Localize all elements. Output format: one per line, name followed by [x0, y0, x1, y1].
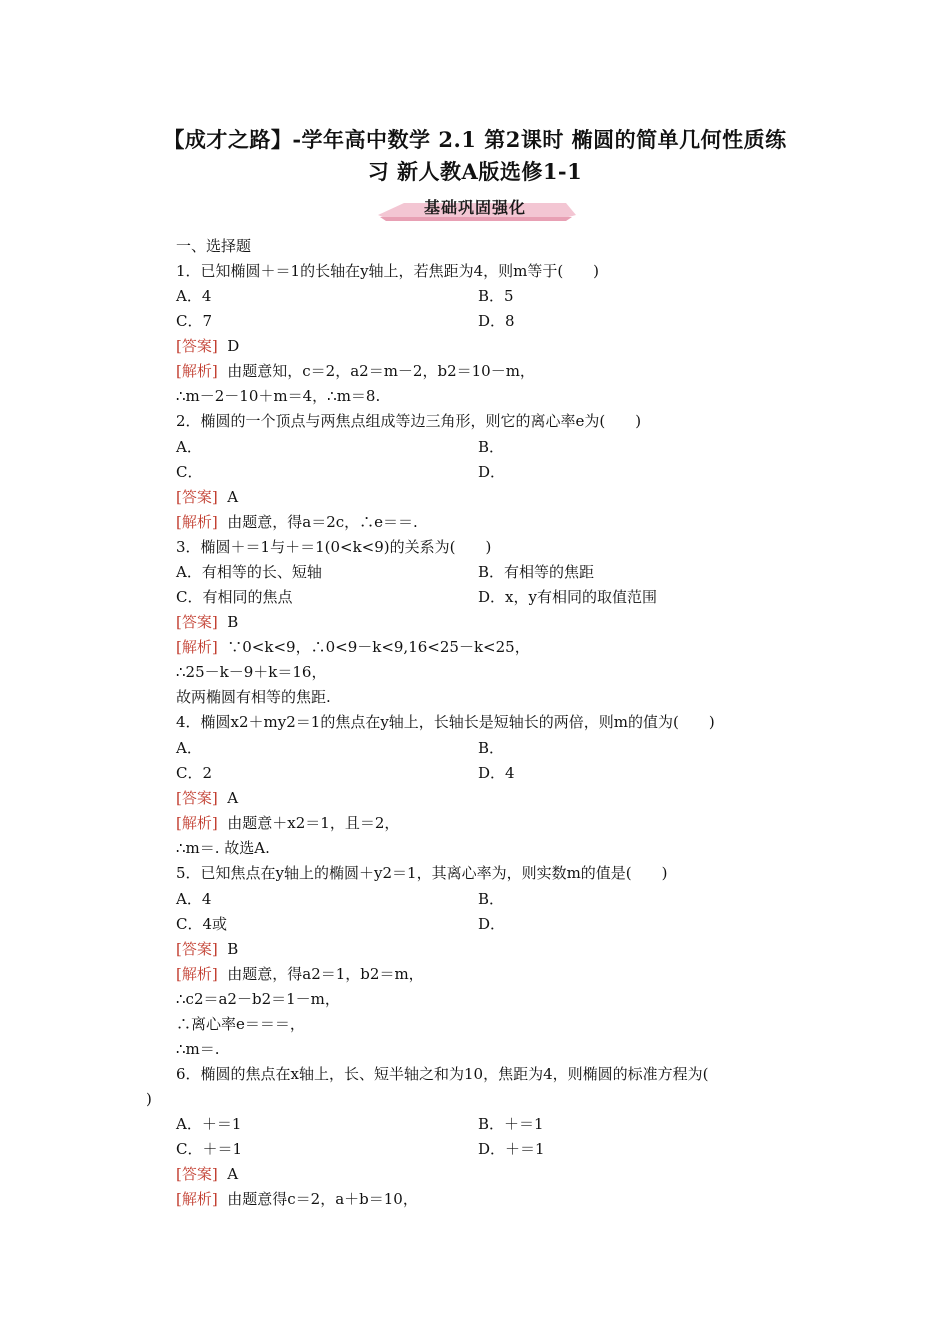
answer-tag: [答案] — [176, 1165, 218, 1183]
question-2-answer — [176, 487, 238, 507]
question-4-analysis — [176, 813, 399, 833]
question-5-stem: 5．已知焦点在y轴上的椭圆＋y2＝1，其离心率为，则实数m的值是( ) — [176, 864, 668, 882]
question-5-analysis-line-3: ∴离心率e＝＝＝， — [176, 1015, 305, 1033]
answer-value: B — [227, 613, 239, 631]
analysis-line: 由题意知，c＝2，a2＝m－2，b2＝10－m， — [227, 362, 535, 380]
question-1-option-c: C．7 — [176, 312, 213, 330]
question-4-option-d: D．4 — [478, 764, 515, 782]
answer-value: D — [227, 337, 240, 355]
question-4-answer — [176, 788, 238, 808]
question-1-option-a: A．4 — [176, 287, 212, 305]
question-2-stem: 2．椭圆的一个顶点与两焦点组成等边三角形，则它的离心率e为( ) — [176, 412, 642, 430]
analysis-line: 由题意，得a＝2c，∴e＝＝. — [227, 513, 418, 531]
question-2-option-d: D． — [478, 463, 506, 481]
question-2-option-b: B． — [478, 438, 505, 456]
question-1-answer — [176, 336, 239, 356]
analysis-tag: [解析] — [176, 513, 218, 531]
question-3-option-d: D．x，y有相同的取值范围 — [478, 588, 657, 606]
question-3-option-b: B．有相等的焦距 — [478, 563, 595, 581]
question-6-stem-continuation: ) — [146, 1090, 152, 1108]
answer-value: A — [227, 488, 239, 506]
question-4-stem: 4．椭圆x2＋my2＝1的焦点在y轴上，长轴长是短轴长的两倍，则m的值为( ) — [176, 713, 715, 731]
question-6-option-d: D．＋＝1 — [478, 1140, 545, 1158]
question-6-answer — [176, 1164, 238, 1184]
question-1-analysis — [176, 361, 535, 381]
question-5-option-d: D． — [478, 915, 506, 933]
question-5-option-a: A．4 — [176, 890, 212, 908]
question-6-option-b: B．＋＝1 — [478, 1115, 544, 1133]
analysis-line: 由题意＋x2＝1，且＝2， — [227, 814, 400, 832]
question-1-option-d: D．8 — [478, 312, 515, 330]
question-2-option-c: C． — [176, 463, 203, 481]
question-3-analysis-line-3: 故两椭圆有相等的焦距. — [176, 688, 331, 706]
section-banner — [370, 193, 580, 223]
question-5-analysis-line-2: ∴c2＝a2－b2＝1－m， — [176, 990, 340, 1008]
question-5-answer — [176, 939, 238, 959]
question-6-analysis — [176, 1189, 418, 1209]
question-3-option-a: A．有相等的长、短轴 — [176, 563, 322, 581]
question-6-option-a: A．＋＝1 — [176, 1115, 242, 1133]
answer-tag: [答案] — [176, 488, 218, 506]
answer-value: A — [227, 789, 239, 807]
question-4-option-b: B． — [478, 739, 505, 757]
analysis-line: ∵0<k<9，∴0<9－k<9,16<25－k<25， — [227, 638, 530, 656]
question-4-option-a: A． — [176, 739, 202, 757]
question-3-analysis — [176, 637, 530, 657]
answer-tag: [答案] — [176, 940, 218, 958]
analysis-tag: [解析] — [176, 1190, 218, 1208]
answer-tag: [答案] — [176, 789, 218, 807]
question-2-analysis — [176, 512, 418, 532]
analysis-tag: [解析] — [176, 638, 218, 656]
answer-tag: [答案] — [176, 337, 218, 355]
question-5-option-c: C．4或 — [176, 915, 228, 933]
analysis-tag: [解析] — [176, 965, 218, 983]
document-title-line-2: 习 新人教A版选修1-1 — [367, 159, 583, 184]
question-4-analysis-line-2: ∴m＝. 故选A. — [176, 839, 270, 857]
question-3-answer — [176, 612, 238, 632]
question-1-stem: 1．已知椭圆＋＝1的长轴在y轴上，若焦距为4，则m等于( ) — [176, 262, 600, 280]
question-5-analysis-line-4: ∴m＝. — [176, 1040, 220, 1058]
answer-tag: [答案] — [176, 613, 218, 631]
analysis-tag: [解析] — [176, 814, 218, 832]
answer-value: B — [227, 940, 239, 958]
answer-value: A — [227, 1165, 239, 1183]
question-5-analysis — [176, 964, 424, 984]
question-1-option-b: B．5 — [478, 287, 514, 305]
question-3-option-c: C．有相同的焦点 — [176, 588, 293, 606]
analysis-line: 由题意得c＝2，a＋b＝10， — [227, 1190, 418, 1208]
question-5-option-b: B． — [478, 890, 505, 908]
question-2-option-a: A． — [176, 438, 202, 456]
question-3-stem: 3．椭圆＋＝1与＋＝1(0<k<9)的关系为( ) — [176, 538, 492, 556]
question-6-stem: 6．椭圆的焦点在x轴上，长、短半轴之和为10，焦距为4，则椭圆的标准方程为( — [176, 1065, 709, 1083]
document-title-line-1: 【成才之路】-学年高中数学 2.1 第2课时 椭圆的简单几何性质练 — [163, 127, 787, 152]
question-1-analysis-line-2: ∴m－2－10＋m＝4，∴m＝8. — [176, 387, 381, 405]
banner-label: 基础巩固强化 — [423, 198, 526, 217]
analysis-tag: [解析] — [176, 362, 218, 380]
question-6-option-c: C．＋＝1 — [176, 1140, 243, 1158]
section-heading: 一、选择题 — [176, 237, 252, 255]
question-4-option-c: C．2 — [176, 764, 213, 782]
question-3-analysis-line-2: ∴25－k－9＋k＝16， — [176, 663, 327, 681]
analysis-line: 由题意，得a2＝1，b2＝m， — [227, 965, 424, 983]
